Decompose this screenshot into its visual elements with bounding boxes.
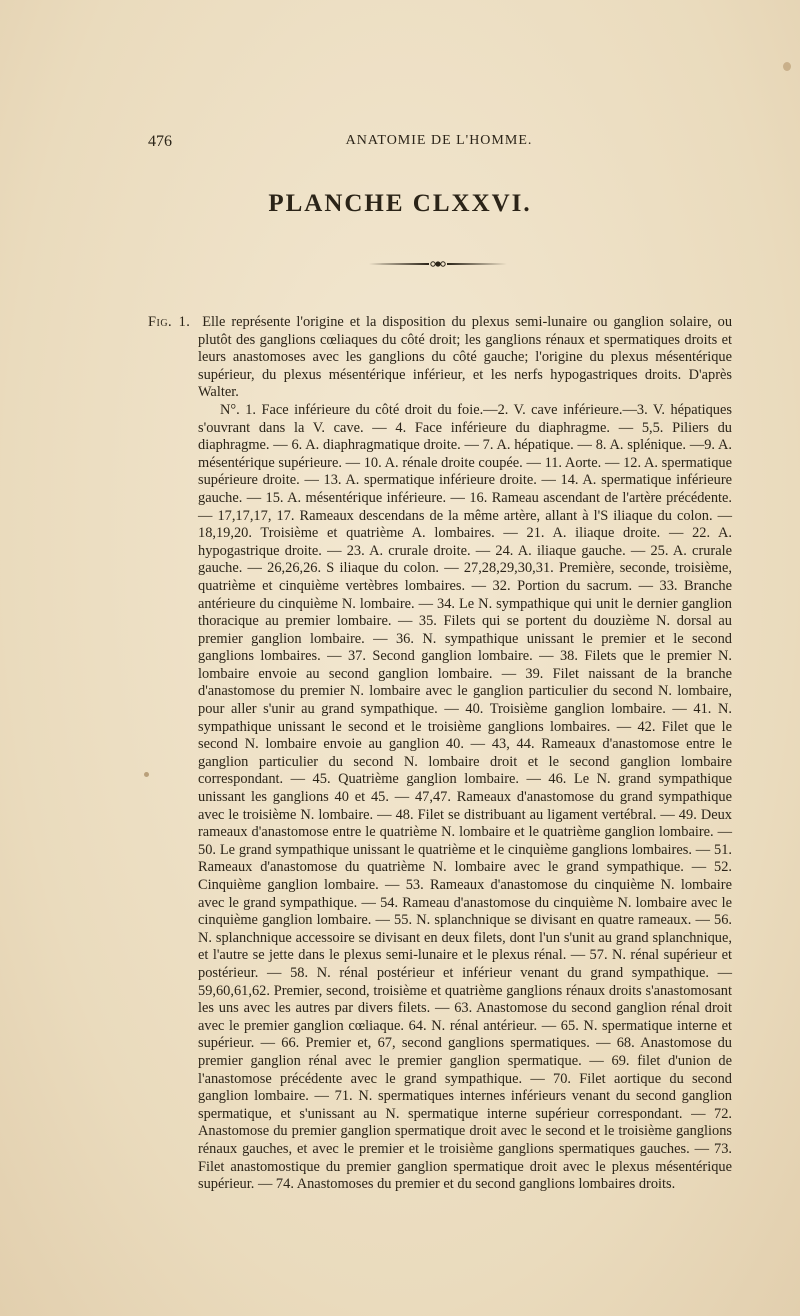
page-number: 476 bbox=[148, 133, 172, 150]
figure-label: Fig. 1. bbox=[148, 314, 191, 330]
running-head bbox=[148, 133, 730, 153]
figure-description: Elle représente l'origine et la disposition du plexus semi-lunaire ou ganglion solaire, ou plutôt des ganglions cœliaques du côté droit; les ganglions rénaux et spermatiques droits et leurs anastomoses avec les ganglions du côté gauche; l'origine du plexus mésentérique supérieur, du plexus mésentérique inférieur, et les nerfs hypogastriques droits. D'après Walter. bbox=[198, 314, 733, 401]
figure-legend: N°. 1. Face inférieure du côté droit du foie.—2. V. cave inférieure.—3. V. hépatiques s'ouvrant dans la V. cave. — 4. Face inférieure du diaphragme. — 5,5. Piliers du diaphragme. — 6. A. diaphragmatique droite. — 7. A. hépatique. — 8. A. splénique. —9. A. mésentérique supérieure. — 10. A. rénale droite coupée. — 11. Aorte. — 12. A. spermatique supérieure droite. — 13. A. spermatique inférieure droite. — 14. A. spermatique inférieure gauche. — 15. A. mésentérique inférieure. — 16. Rameau ascendant de l'artère précédente. — 17,17,17, 17. Rameaux descendans de la même artère, allant à l'S iliaque du colon. — 18,19,20. Troisième et quatrième A. lombaires. — 21. A. iliaque droite. — 22. A. hypogastrique droite. — 23. A. crurale droite. — 24. A. iliaque gauche. — 25. A. crurale gauche. — 26,26,26. S iliaque du colon. — 27,28,29,30,31. Première, seconde, troisième, quatrième et cinquième vertèbres lombaires. — 32. Portion du sacrum. — 33. Branche antérieure du cinquième N. lombaire. — 34. Le N. sympathique qui unit le dernier ganglion thoracique au premier lombaire. — 35. Filets qui se portent du douzième N. dorsal au premier ganglion lombaire. — 36. N. sympathique unissant le premier et le second ganglions lombaires. — 37. Second ganglion lombaire. — 38. Filets que le premier N. lombaire envoie au second ganglion lombaire. — 39. Filet naissant de la branche d'anastomose du premier N. lombaire avec le ganglion particulier du second N. lombaire, pour aller s'unir au grand sympathique. — 40. Troisième ganglion lombaire. — 41. N. sympathique unissant le second et le troisième ganglions lombaires. — 42. Filet que le second N. lombaire envoie au ganglion 40. — 43, 44. Rameaux d'anastomose entre le ganglion particulier du second N. lombaire droit et le second ganglion lombaire correspondant. — 45. Quatrième ganglion lombaire. — 46. Le N. grand sympathique unissant les ganglions 40 et 45. — 47,47. Rameaux d'anastomose du grand sympathique avec le troisième N. lombaire. — 48. Filet se distribuant au ligament vertébral. — 49. Deux rameaux d'anastomose entre le quatrième N. lombaire et le quatrième ganglion lombaire. — 50. Le grand sympathique unissant le quatrième et le cinquième ganglions lombaires. — 51. Rameaux d'anastomose du quatrième N. lombaire avec le grand sympathique. — 52. Cinquième ganglion lombaire. — 53. Rameaux d'anastomose du cinquième N. lombaire avec le grand sympathique. — 54. Rameau d'anastomose du cinquième N. lombaire avec le cinquième ganglion lombaire. — 55. N. splanchnique se divisant en quatre rameaux. — 56. N. splanchnique accessoire se divisant en deux filets, dont l'un s'unit au grand splanchnique, et l'autre se jette dans le plexus semi-lunaire et le plexus rénal. — 57. N. rénal supérieur et postérieur. — 58. N. rénal postérieur et inférieur venant du grand sympathique. — 59,60,61,62. Premier, second, troisième et quatrième ganglions rénaux droits s'anastomosant les uns avec les autres par divers filets. — 63. Anastomose du second ganglion rénal droit avec le premier ganglion cœliaque. 64. N. rénal antérieur. — 65. N. spermatique interne et supérieur. — 66. Premier et, 67, second ganglions spermatiques. — 68. Anastomose du premier ganglion rénal avec le premier ganglion spermatique. — 69. filet d'union de l'anastomose précédente avec le grand sympathique. — 70. Filet aortique du second ganglion lombaire. — 71. N. spermatiques internes inférieurs venant du second ganglion spermatique, et s'unissant au N. spermatique interne supérieur correspondant. — 72. Anastomose du premier ganglion spermatique droit avec le second et le troisième ganglions rénaux gauches, et avec le premier et le troisième ganglions spermatiques gauches. — 73. Filet anastomostique du premier ganglion spermatique droit avec le plexus mésentérique supérieur. — 74. Anastomoses du premier et du second ganglions lombaires droits. bbox=[198, 401, 732, 1193]
figure-caption bbox=[148, 314, 732, 1194]
plate-title: PLANCHE CLXXVI. bbox=[268, 190, 532, 217]
running-title: ANATOMIE DE L'HOMME. bbox=[345, 133, 533, 148]
ornament-rule-icon bbox=[367, 258, 509, 270]
foxing-spot bbox=[783, 62, 791, 71]
figure-description-paragraph bbox=[148, 314, 732, 402]
